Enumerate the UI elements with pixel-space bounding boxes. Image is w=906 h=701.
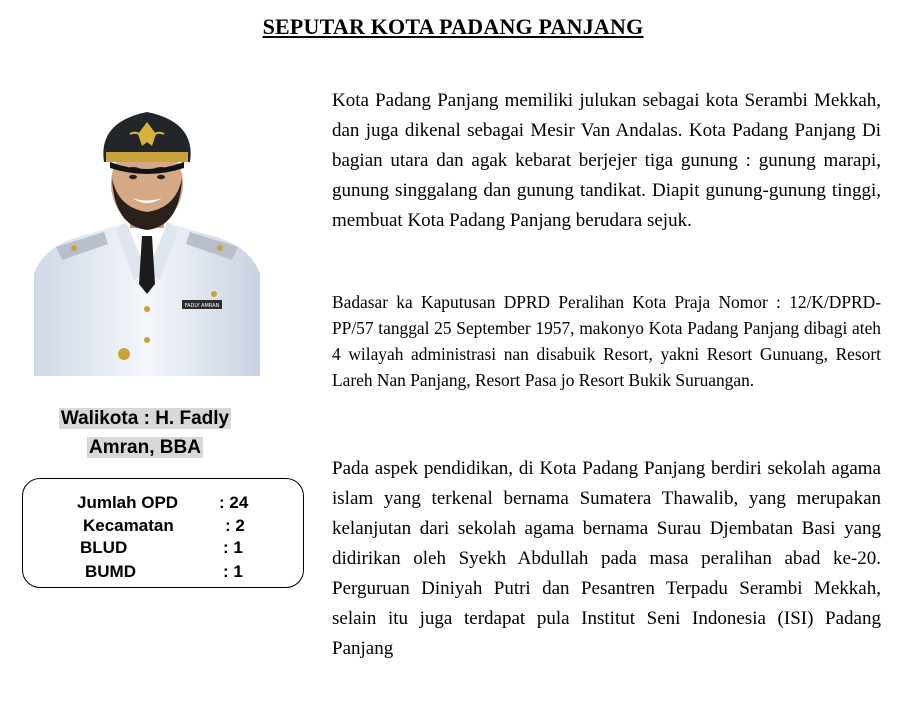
stat-label: Jumlah OPD xyxy=(77,493,179,512)
paragraph-history: Badasar ka Kaputusan DPRD Peralihan Kota Praja Nomor : 12/K/DPRD-PP/57 tanggal 25 September 1957, makonyo Kota Padang Panjang dibagi ateh 4 wilayah administrasi nan disabuik Resort, yakni Resort Gunuang, Resort Lareh Nan Panjang, Resort Pasa jo Resort Bukik Suruangan. xyxy=(332,292,881,390)
stat-label: BUMD xyxy=(85,562,136,581)
paragraph-education: Pada aspek pendidikan, di Kota Padang Panjang berdiri sekolah agama islam yang terkenal bernama Sumatera Thawalib, yang merupakan kelanjutan dari sekolah agama bernama Surau Djembatan Basi yang didirikan oleh Syekh Abdullah pada masa peralihan abad ke-20. Perguruan Diniyah Putri dan Pesantren Terpadu Serambi Mekkah, selain itu juga terdapat pula Institut Seni Indonesia (ISI) Padang Panjang xyxy=(332,458,881,659)
stat-row-bumd xyxy=(23,561,303,583)
paragraph-intro: Kota Padang Panjang memiliki julukan sebagai kota Serambi Mekkah, dan juga dikenal sebagai Mesir Van Andalas. Kota Padang Panjang Di bagian utara dan agak kebarat berjejer tiga gunung : gunung marapi, gunung singgalang dan gunung tandikat. Diapit gunung-gunung tinggi, membuat Kota Padang Panjang berudara sejuk. xyxy=(332,90,881,231)
stat-row-kecamatan xyxy=(23,515,303,537)
stat-value: : 24 xyxy=(219,493,249,512)
stat-row-opd xyxy=(23,492,303,514)
mayor-portrait xyxy=(34,104,260,376)
caption-line-1: Walikota : H. Fadly xyxy=(60,408,230,429)
stats-box xyxy=(22,478,304,588)
stat-label: Kecamatan xyxy=(83,516,174,535)
page-title: SEPUTAR KOTA PADANG PANJANG xyxy=(262,14,644,39)
stat-value: : 1 xyxy=(223,538,243,557)
caption-line-2: Amran, BBA xyxy=(89,437,201,458)
stat-value: : 1 xyxy=(223,562,243,581)
name-plate-text: FADLY AMRAN xyxy=(184,303,220,309)
stat-label: BLUD xyxy=(80,538,128,557)
mayor-caption xyxy=(52,404,238,462)
stat-row-blud xyxy=(23,537,303,559)
stat-value: : 2 xyxy=(225,516,245,535)
